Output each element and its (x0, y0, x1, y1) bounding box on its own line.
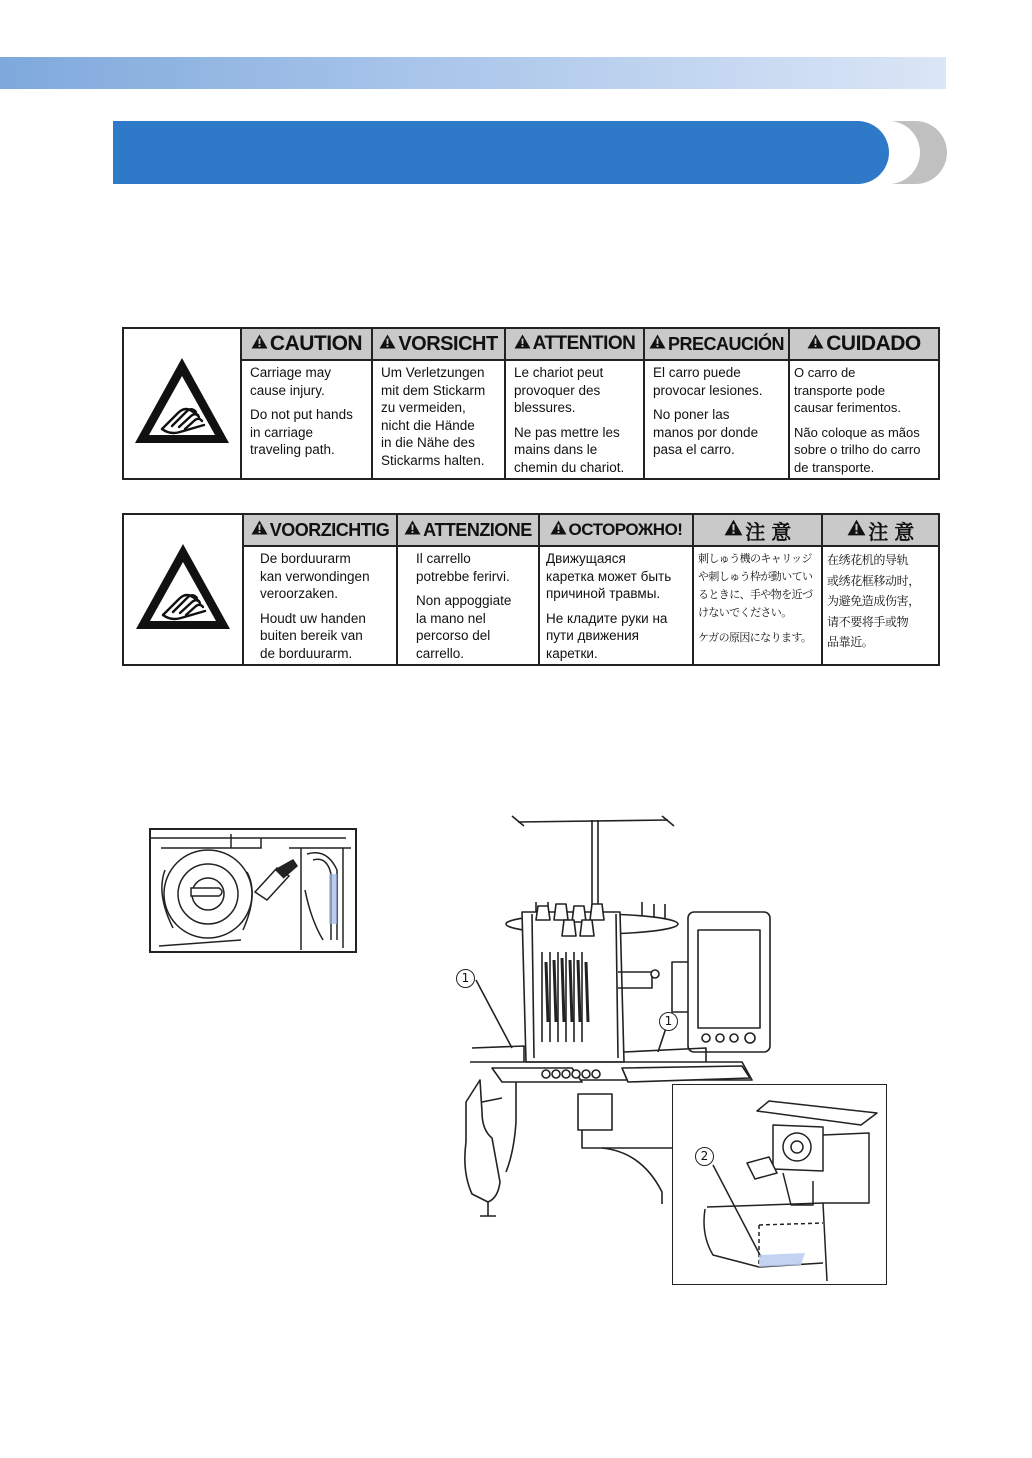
warning-line: nicht die Hände (381, 417, 475, 433)
warning-line: in die Nähe des (381, 435, 475, 450)
warning-line: 在绣花机的导轨 (827, 553, 909, 567)
warning-triangle-icon (807, 334, 824, 354)
warning-line: chemin du chariot. (514, 459, 625, 475)
warning-line: carrello. (416, 645, 465, 661)
warning-line: cause injury. (250, 382, 325, 398)
header-cuidado: CUIDADO (789, 328, 939, 360)
warning-line: transporte pode (794, 382, 886, 398)
header-voorzichtig: VOORZICHTIG (243, 514, 397, 546)
oil-level-indicator (759, 1253, 805, 1267)
bobbin-area-inset (672, 1084, 887, 1285)
warning-line: けないでください。 (698, 606, 792, 619)
warning-line: Carriage may (250, 365, 332, 380)
warning-line: Ne pas mettre les (514, 424, 620, 440)
warning-line: blessures. (514, 400, 576, 415)
header-attenzione: ATTENZIONE (397, 514, 539, 546)
warning-triangle-icon (550, 520, 567, 540)
warning-triangle-icon (649, 334, 666, 354)
warning-line: Stickarms halten. (381, 452, 485, 468)
warning-table-1 (122, 327, 940, 480)
warning-line: пути движения (546, 628, 639, 643)
header-attention: ATTENTION (505, 328, 644, 360)
caution-text-fr (505, 360, 644, 479)
warning-line: pasa el carro. (653, 442, 735, 457)
warning-line: Não coloque as mãos (794, 424, 920, 440)
warning-triangle-icon (847, 519, 866, 541)
warning-line: El carro puede (653, 365, 741, 380)
warning-line: причиной травмы. (546, 586, 661, 601)
warning-line: 或绣花框移动时， (827, 573, 920, 588)
warning-triangle-icon (514, 334, 531, 354)
warning-line: de transporte. (794, 459, 875, 475)
warning-line: Il carrello (416, 551, 471, 566)
caution-text-pt (789, 360, 939, 479)
caution-text-de (372, 360, 505, 479)
warning-line: るときに、手や物を近づ (698, 588, 813, 601)
warning-line: provoquer des (514, 382, 601, 398)
caution-text-es (644, 360, 789, 479)
warning-line: provocar lesiones. (653, 382, 763, 398)
callout-1-left: 1 (456, 969, 475, 988)
warning-line: sobre o trilho do carro (794, 442, 921, 457)
header-chui-ja: 注 意 (693, 514, 822, 546)
warning-line: de borduurarm. (260, 645, 353, 661)
warning-triangle-icon (251, 334, 268, 354)
warning-line: Движущаяся (546, 551, 626, 566)
warning-line: No poner las (653, 407, 730, 422)
warning-line: De borduurarm (260, 551, 351, 566)
warning-line: Non appoggiate (416, 593, 512, 608)
warning-line: kan verwondingen (260, 568, 370, 584)
warning-line: Do not put hands (250, 407, 353, 422)
callout-1-right: 1 (659, 1012, 678, 1031)
warning-table-2 (122, 513, 940, 666)
warning-line: buiten bereik van (260, 628, 363, 643)
warning-line: Um Verletzungen (381, 365, 485, 380)
warning-line: 刺しゅう機のキャリッジ (698, 552, 812, 565)
warning-line: mit dem Stickarm (381, 382, 486, 398)
header-zhuyi-zh: 注 意 (822, 514, 939, 546)
oiling-hook-illustration (149, 828, 357, 953)
warning-triangle-icon (379, 334, 396, 354)
warning-triangle-icon (404, 520, 421, 540)
hand-crush-warning-icon (123, 514, 243, 665)
warning-line: potrebbe ferirvi. (416, 568, 510, 584)
section-title-band (113, 121, 889, 184)
warning-line: Houdt uw handen (260, 610, 366, 626)
header-caution: CAUTION (241, 328, 372, 360)
warning-triangle-icon (724, 519, 743, 541)
header-gradient-bar (0, 57, 946, 89)
warning-line: や刺しゅう枠が動いてい (698, 570, 813, 583)
warning-line: mains dans le (514, 442, 598, 457)
warning-line: manos por donde (653, 424, 759, 440)
warning-line: Не кладите руки на (546, 610, 668, 626)
warning-line: каретки. (546, 645, 598, 661)
warning-line: 为避免造成伤害， (827, 594, 920, 608)
warning-line: percorso del (416, 628, 491, 643)
hand-crush-warning-icon (123, 328, 241, 479)
caution-text-it (397, 546, 539, 665)
warning-line: causar ferimentos. (794, 400, 901, 415)
warning-line: 请不要将手或物 (827, 614, 909, 629)
warning-line: O carro de (794, 365, 856, 380)
callout-2: 2 (695, 1147, 714, 1166)
warning-line: ケガの原因になります。 (698, 631, 812, 644)
warning-line: каретка может быть (546, 568, 672, 584)
warning-line: traveling path. (250, 442, 335, 457)
header-ostorozhno: ОСТОРОЖНО! (539, 514, 693, 546)
caution-text-nl (243, 546, 397, 665)
warning-line: in carriage (250, 424, 314, 440)
warning-triangle-icon (251, 520, 268, 540)
warning-line: Le chariot peut (514, 365, 604, 380)
header-precaucion: PRECAUCIÓN (644, 328, 789, 360)
warning-line: veroorzaken. (260, 586, 339, 601)
caution-text-ru (539, 546, 693, 665)
caution-text-ja (693, 546, 822, 665)
warning-line: 品靠近。 (827, 635, 874, 649)
warning-line: zu vermeiden, (381, 400, 466, 415)
header-vorsicht: VORSICHT (372, 328, 505, 360)
caution-text-en (241, 360, 372, 479)
caution-text-zh (822, 546, 939, 665)
warning-line: la mano nel (416, 610, 486, 626)
